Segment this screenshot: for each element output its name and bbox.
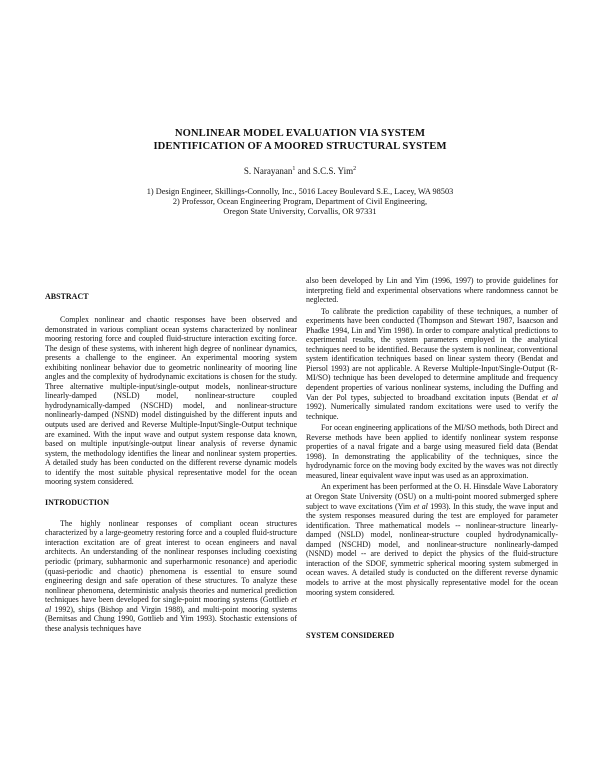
- title-line-2: IDENTIFICATION OF A MOORED STRUCTURAL SYSTEM: [153, 141, 447, 152]
- experiment-paragraph: [306, 482, 558, 597]
- calibration-text-part-1: To calibrate the prediction capability of these techniques, a number of experiments have been conducted (Thompson and Stewart 1987, Isaacson and Phadke 1994, Lin and Yim 1998). In order to compare analytical predictions to experimental results, the system parameters employed in the analytical techniques need to be identified. Because the system is nonlinear, conventional system identification techniques based on linear system theory (Bendat and Piersol 1993) are not applicable. A Reverse Multiple-Input/Single-Output (R-MI/SO) technique has been developed to determine amplitude and frequency dependent properties of various nonlinear systems, including the Duffing and Van der Pol types, subjected to broadband excitation inputs (Bendat: [306, 306, 558, 402]
- introduction-heading: INTRODUCTION: [45, 497, 110, 507]
- experiment-text-part-1: An experiment has been performed at the O. H. Hinsdale Wave Laboratory at Oregon State University (OSU) on a multi-point moored submerged sphere subject to wave excitations (Yim: [306, 482, 558, 511]
- left-column: [45, 276, 297, 633]
- affiliations: [0, 187, 600, 217]
- author-list: [0, 166, 600, 177]
- title-line-1: NONLINEAR MODEL EVALUATION VIA SYSTEM: [174, 128, 426, 139]
- right-column: [306, 276, 558, 641]
- continuation-paragraph: also been developed by Lin and Yim (1996, 1997) to provide guidelines for interpreting field and experimental observations where randomness cannot be neglected.: [306, 276, 558, 305]
- applications-paragraph: For ocean engineering applications of the MI/SO methods, both Direct and Reverse methods have been applied to identify nonlinear system response properties of a naval frigate and a barge using measured field data (Bendat 1998). In demonstrating the applicability of the techniques, since the hydrodynamic force on the moving body excited by the waves was not directly measured, linear equivalent wave input was used as an approximation.: [306, 423, 558, 480]
- affiliation-2-cont: Oregon State University, Corvallis, OR 97331: [223, 207, 377, 216]
- affiliation-2: 2) Professor, Ocean Engineering Program, Department of Civil Engineering,: [172, 197, 428, 206]
- affiliation-1: 1) Design Engineer, Skillings-Connolly, Inc., 5016 Lacey Boulevard S.E., Lacey, WA 98503: [146, 187, 454, 196]
- calibration-italic: et al: [542, 392, 558, 402]
- author-1: S. Narayanan: [243, 166, 293, 176]
- abstract-heading: ABSTRACT: [45, 292, 89, 301]
- system-considered-heading: SYSTEM CONSIDERED: [306, 631, 395, 641]
- author-2: and S.C.S. Yim: [295, 166, 354, 176]
- abstract-text: Complex nonlinear and chaotic responses have been observed and demonstrated in various compliant ocean systems characterized by nonlinear mooring restoring force and coupled fluid-structure interaction exciting force. The design of these systems, with inherent high degree of nonlinear dynamics, presents a challenge to the engineer. An experimental mooring system exhibiting nonlinear behavior due to geometric nonlinearity of mooring line angles and the complexity of hydrodynamic excitations is chosen for the study. Three alternative multiple-input/single-output models, nonlinear-structure linearly-damped (NSLD) model, nonlinear-structure coupled hydrodynamically-damped (NSCHD) model, and nonlinear-structure nonlinearly-damped (NSND) model distinguished by the different inputs and outputs used are derived and Reverse Multiple-Input/Single-Output technique are examined. With the input wave and output system response data known, based on multiple input/single-output linear analysis of reverse dynamic system, the methodology identifies the linear and nonlinear system properties. A detailed study has been conducted on the different reverse dynamic models to identify the most suitable physical representative model for the ocean mooring system considered.: [45, 315, 297, 487]
- author-1-affil-mark: 1: [292, 166, 296, 172]
- experiment-italic: et al: [413, 501, 428, 511]
- intro-text-part-1: The highly nonlinear responses of compliant ocean structures characterized by a large-geometry restoring force and a coupled fluid-structure interaction excitation are of great interest to ocean engineers and naval architects. An understanding of the nonlinear responses including coexisting periodic (primary, subharmonic and superharmonic resonance) and aperiodic (quasi-periodic and chaotic) phenomena is essential to ensure sound engineering design and safe operation of these structures. To analyze these nonlinear phenomena, deterministic analysis theories and numerical prediction techniques have been developed for single-point mooring systems (Gottlieb: [45, 518, 297, 605]
- author-2-affil-mark: 2: [353, 166, 357, 172]
- calibration-paragraph: [306, 307, 558, 422]
- intro-text-part-2: 1992), ships (Bishop and Virgin 1988), and multi-point mooring systems (Bernitsas and Chung 1990, Gottlieb and Yim 1993). Stochastic extensions of these analysis techniques have: [45, 604, 297, 633]
- introduction-text: [45, 519, 297, 634]
- experiment-text-part-2: 1993). In this study, the wave input and the system responses measured during the test are employed for parameter identification. Three mathematical models -- nonlinear-structure linearly-damped (NSLD) model, nonlinear-structure coupled hydrodynamically-damped (NSCHD) model, and nonlinear-structure nonlinearly-damped (NSND) model -- are derived to depict the physics of the fluid-structure interaction of the SDOF, symmetric spherical mooring system submerged in ocean waves. A detailed study is conducted on the different reverse dynamic models to arrive at the most physically representative model for the ocean mooring system considered.: [306, 501, 558, 597]
- intro-italic: et al: [45, 595, 297, 614]
- calibration-text-part-2: 1992). Numerically simulated random excitations were used to verify the technique.: [306, 402, 558, 421]
- paper-title: [0, 127, 600, 153]
